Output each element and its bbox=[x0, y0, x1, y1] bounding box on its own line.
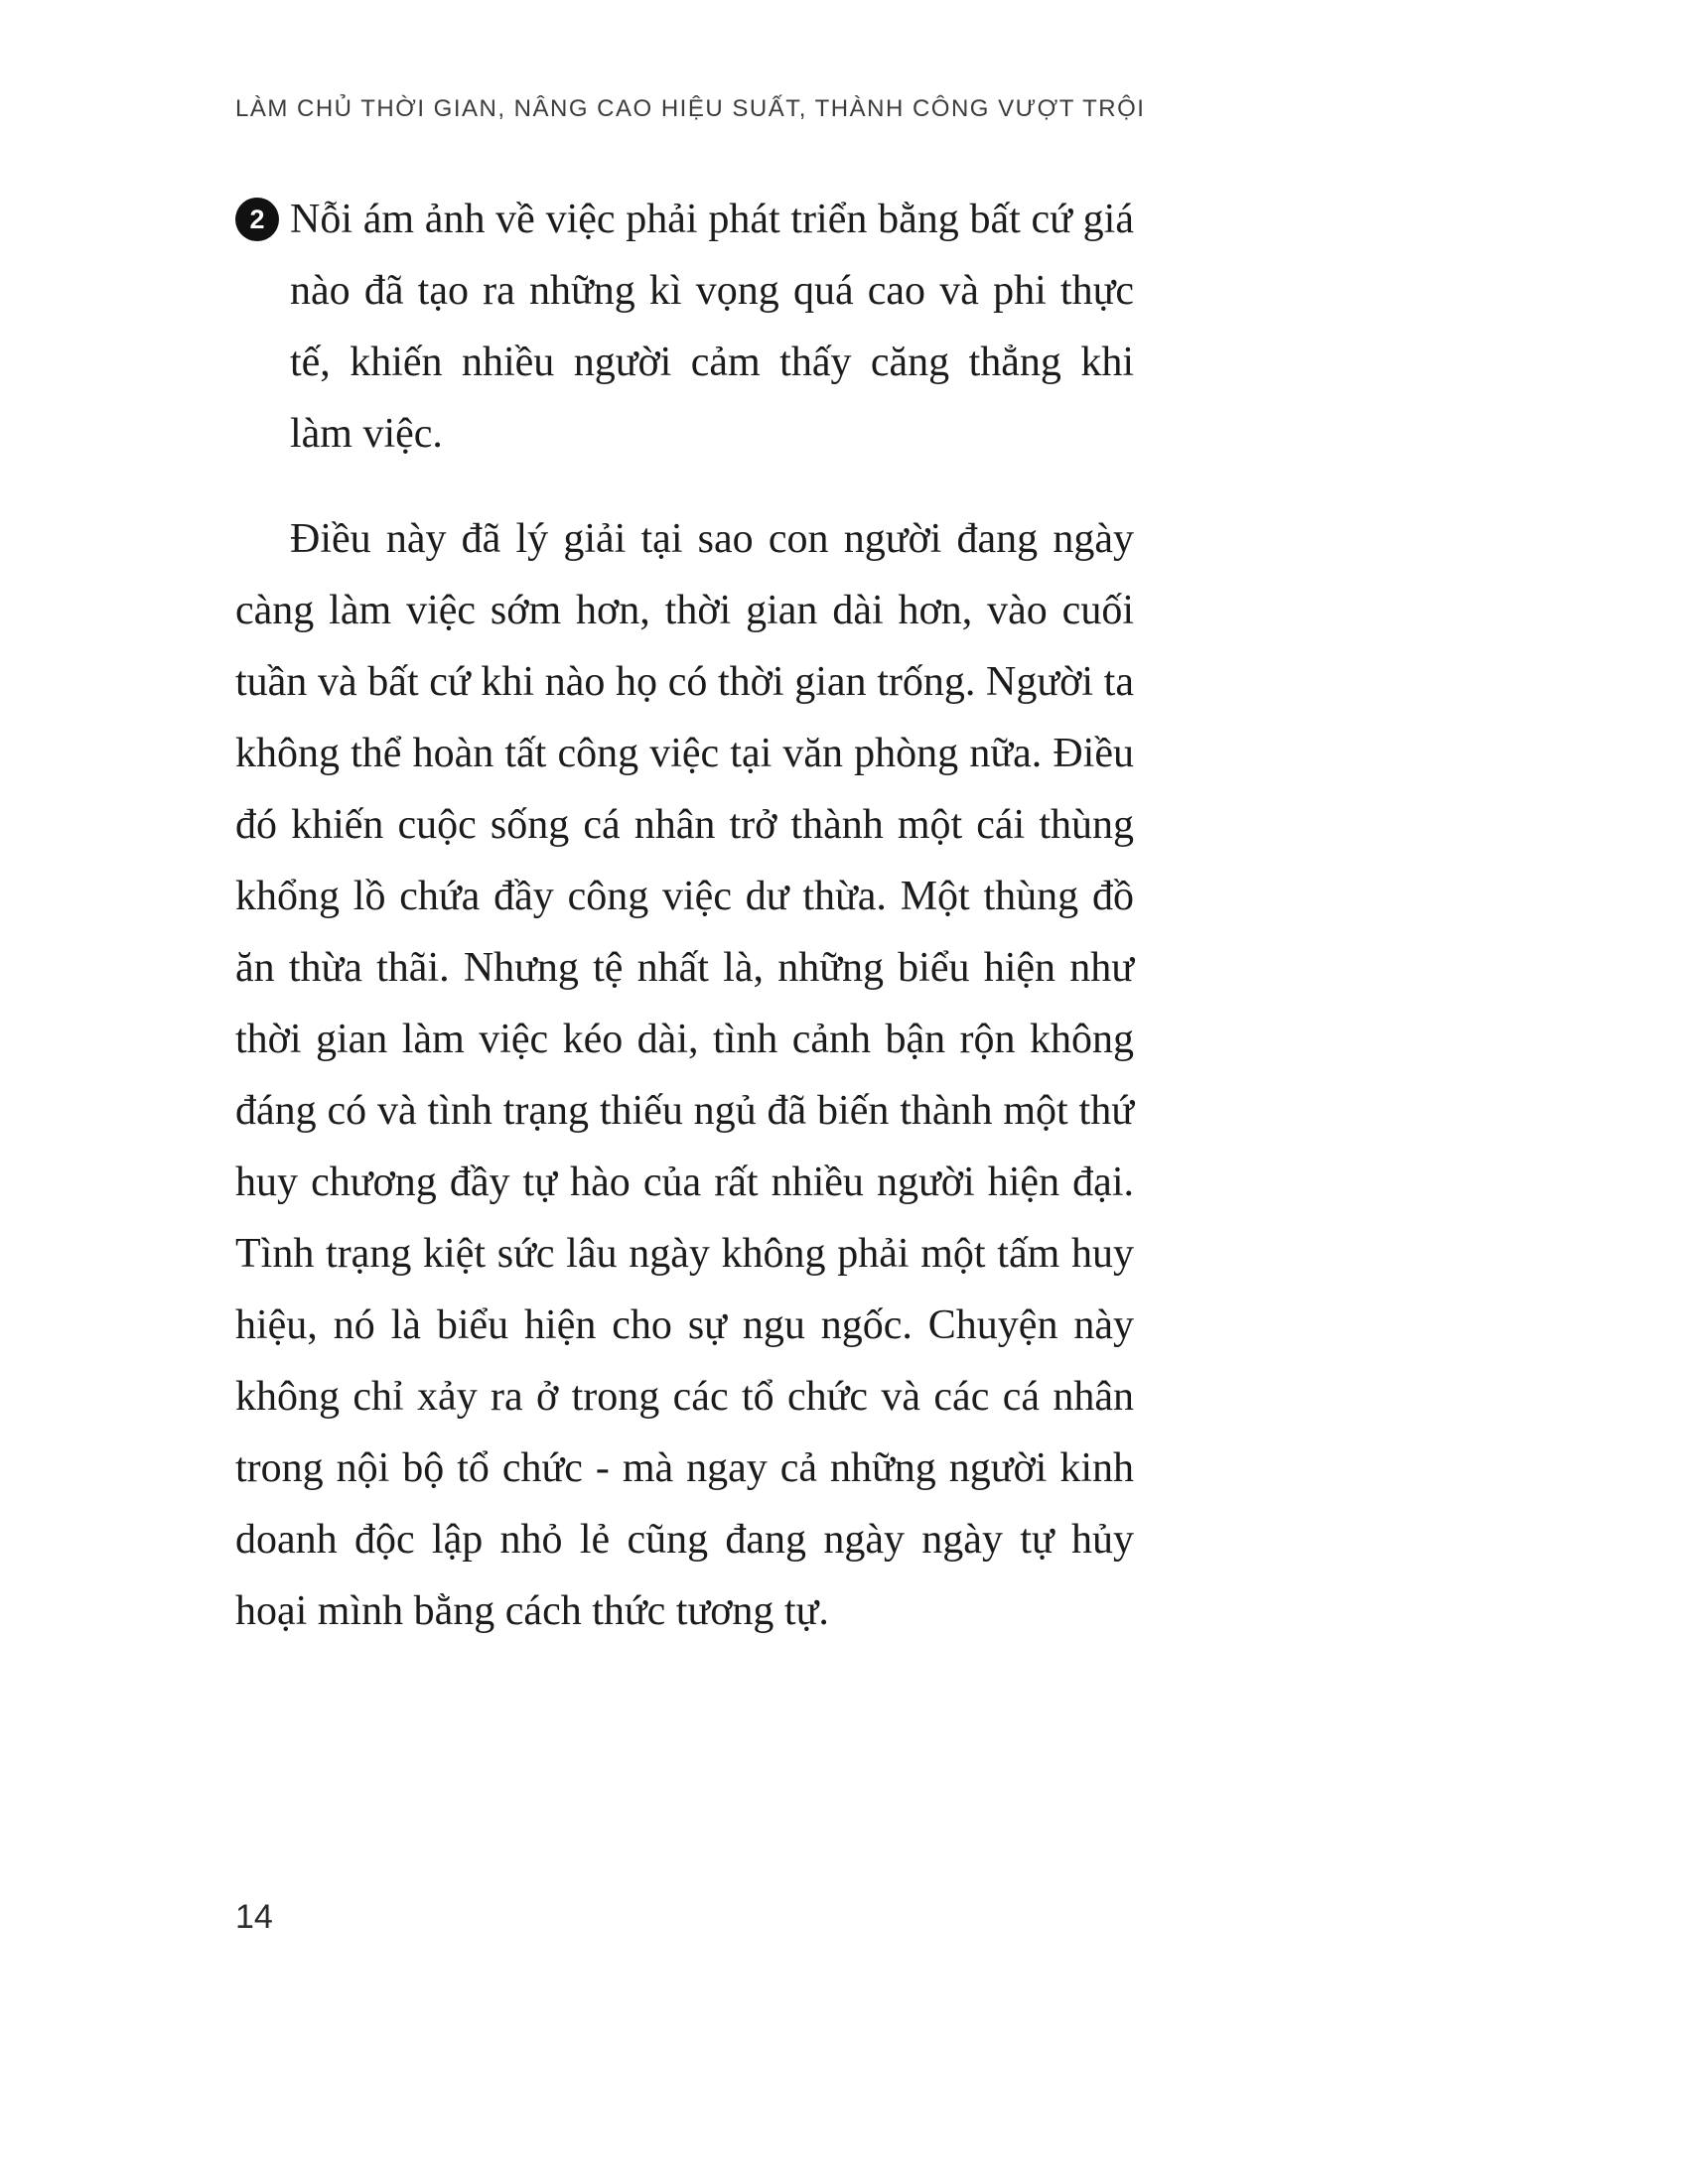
numbered-list-item bbox=[235, 184, 1134, 470]
body-paragraph: Điều này đã lý giải tại sao con người đang ngày càng làm việc sớm hơn, thời gian dài hơn, vào cuối tuần và bất cứ khi nào họ có thời gian trống. Người ta không thể hoàn tất công việc tại văn phòng nữa. Điều đó khiến cuộc sống cá nhân trở thành một cái thùng khổng lồ chứa đầy công việc dư thừa. Một thùng đồ ăn thừa thãi. Nhưng tệ nhất là, những biểu hiện như thời gian làm việc kéo dài, tình cảnh bận rộn không đáng có và tình trạng thiếu ngủ đã biến thành một thứ huy chương đầy tự hào của rất nhiều người hiện đại. Tình trạng kiệt sức lâu ngày không phải một tấm huy hiệu, nó là biểu hiện cho sự ngu ngốc. Chuyện này không chỉ xảy ra ở trong các tổ chức và các cá nhân trong nội bộ tổ chức - mà ngay cả những người kinh doanh độc lập nhỏ lẻ cũng đang ngày ngày tự hủy hoại mình bằng cách thức tương tự. bbox=[235, 516, 1134, 1634]
item-number-badge: 2 bbox=[235, 198, 279, 241]
page-number: 14 bbox=[235, 1898, 273, 1936]
running-header: LÀM CHỦ THỜI GIAN, NÂNG CAO HIỆU SUẤT, THÀNH CÔNG VƯỢT TRỘI bbox=[235, 95, 1146, 122]
page-content bbox=[235, 184, 1134, 1647]
list-item-text: Nỗi ám ảnh về việc phải phát triển bằng bất cứ giá nào đã tạo ra những kì vọng quá cao và phi thực tế, khiến nhiều người cảm thấy căng thẳng khi làm việc. bbox=[290, 197, 1134, 457]
